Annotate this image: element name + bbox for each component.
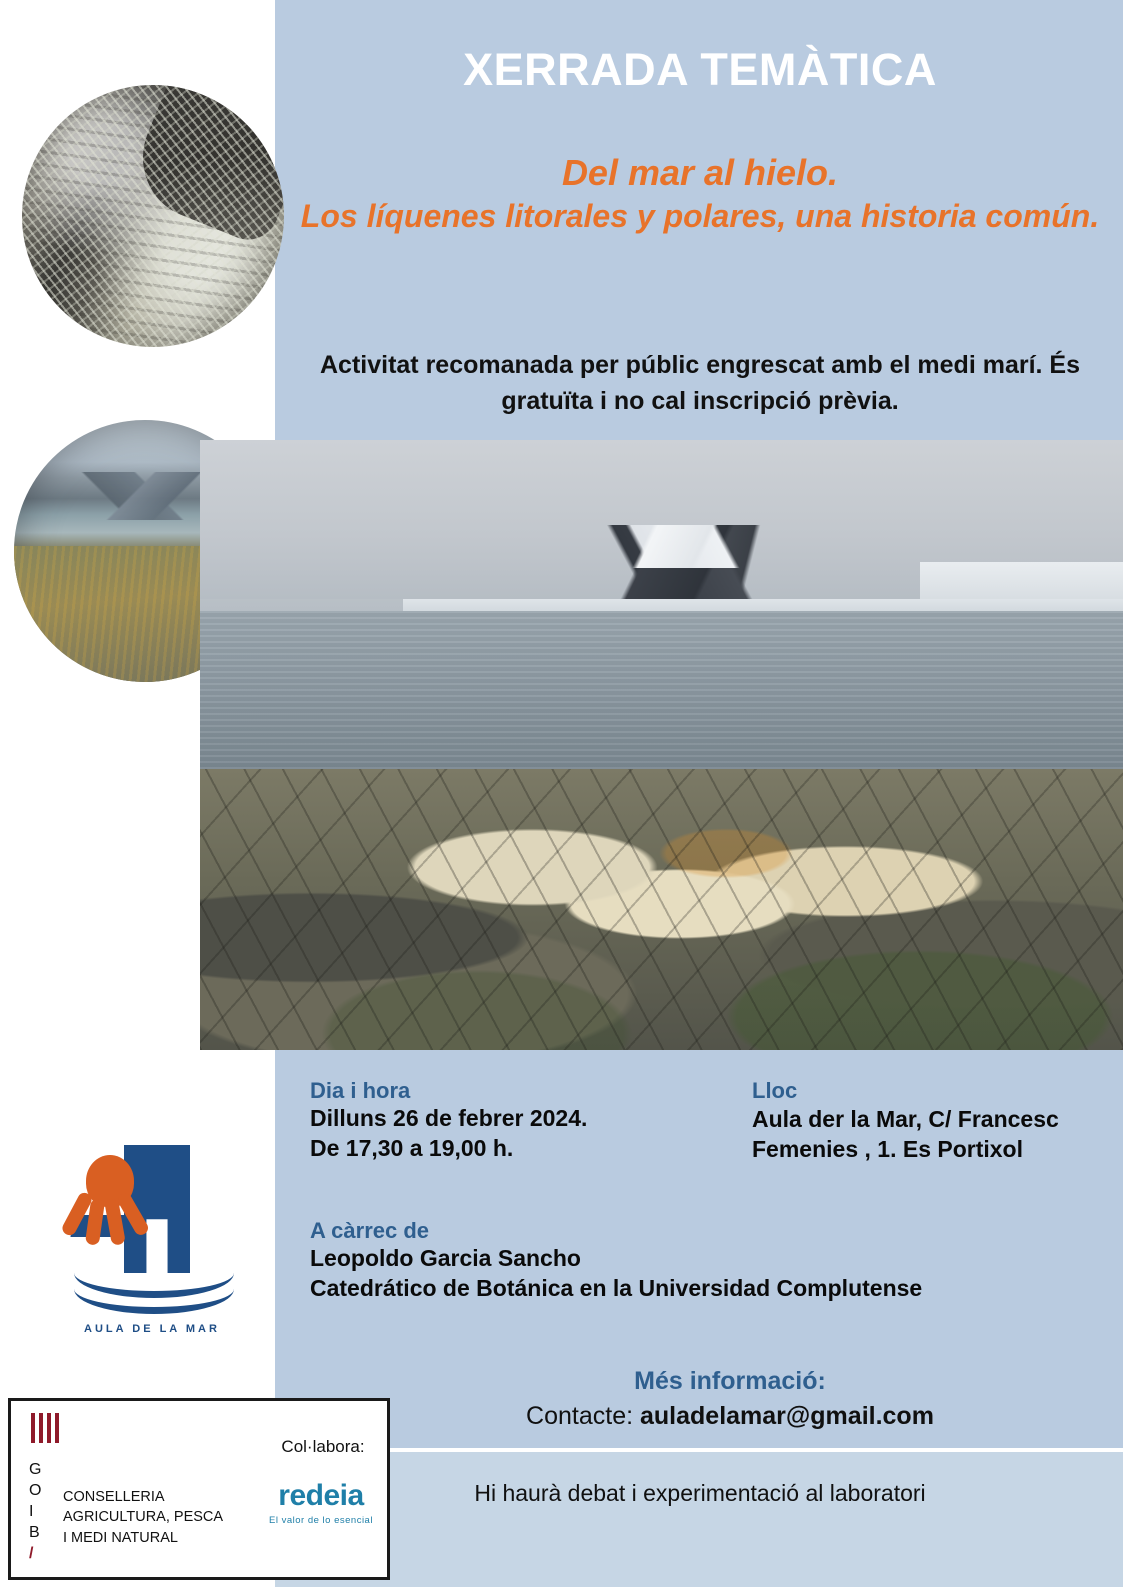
redeia-logo (255, 1479, 387, 1526)
goib-shield-icon (25, 1409, 67, 1453)
redeia-name: redeia (278, 1479, 364, 1512)
subtitle-line-1: Del mar al hielo. (561, 152, 839, 193)
contact-prefix: Contacte: (526, 1402, 640, 1430)
goib-letter-i: I (29, 1503, 34, 1521)
more-info-block (380, 1367, 1080, 1431)
collabora-label: Col·labora: (281, 1437, 365, 1456)
datetime-value-line-2: De 17,30 a 19,00 h. (310, 1134, 514, 1161)
contact-line (380, 1402, 1080, 1431)
conselleria-line-3: I MEDI NATURAL (63, 1529, 178, 1546)
subtitle-line-2: Los líquenes litorales y polares, una historia común. (300, 198, 1100, 235)
footnote-text: Hi haurà debat i experimentació al laboratori (474, 1480, 926, 1506)
bottom-divider (275, 1448, 1123, 1452)
datetime-block (310, 1078, 730, 1164)
wave-icon (74, 1273, 234, 1315)
wave-line (74, 1289, 234, 1314)
polar-coast-rocks-photo (200, 440, 1123, 1050)
place-block (752, 1078, 1112, 1165)
conselleria-line-2: AGRICULTURA, PESCA (63, 1509, 224, 1526)
place-value: Aula der la Mar, C/ Francesc Femenies , 1. Es Portixol (752, 1106, 1059, 1163)
place-label: Lloc (752, 1078, 798, 1103)
speaker-name: Leopoldo Garcia Sancho (310, 1245, 581, 1271)
lichen-closeup-photo (22, 85, 284, 347)
page-subtitle (300, 150, 1100, 237)
contact-email[interactable]: auladelamar@gmail.com (640, 1402, 934, 1430)
datetime-label: Dia i hora (310, 1078, 411, 1103)
goib-slash: / (29, 1545, 34, 1563)
foreground-rocks (200, 769, 1123, 1050)
more-info-label: Més informació: (634, 1367, 826, 1395)
speaker-role: Catedrático de Botánica en la Universidad Complutense (310, 1274, 923, 1301)
snow-caps (422, 525, 939, 568)
datetime-value-line-1: Dilluns 26 de febrer 2024. (310, 1105, 588, 1131)
sponsor-box (8, 1398, 390, 1580)
page-title: XERRADA TEMÀTICA (463, 44, 937, 95)
aula-logo-caption: AULA DE LA MAR (84, 1323, 220, 1335)
octopus-icon (68, 1151, 154, 1243)
speaker-block (310, 1218, 1070, 1304)
conselleria-line-1: CONSELLERIA (63, 1489, 165, 1505)
goib-letter-g: G (29, 1461, 42, 1478)
goib-initials (29, 1459, 59, 1565)
redeia-tagline: El valor de lo esencial (269, 1515, 373, 1526)
lichen-texture (22, 85, 284, 347)
conselleria-text (63, 1487, 248, 1548)
goib-letter-b: B (29, 1524, 40, 1542)
aula-de-la-mar-logo (62, 1135, 242, 1350)
goib-letter-o: O (29, 1482, 42, 1500)
shield-stripes (31, 1413, 61, 1443)
speaker-label: A càrrec de (310, 1218, 430, 1243)
bottom-blue-band (275, 1448, 1123, 1587)
redeia-wordmark (255, 1479, 387, 1513)
recommendation-text: Activitat recomanada per públic engrescat amb el medi marí. És gratuïta i no cal inscripció prèvia. (320, 351, 1080, 415)
